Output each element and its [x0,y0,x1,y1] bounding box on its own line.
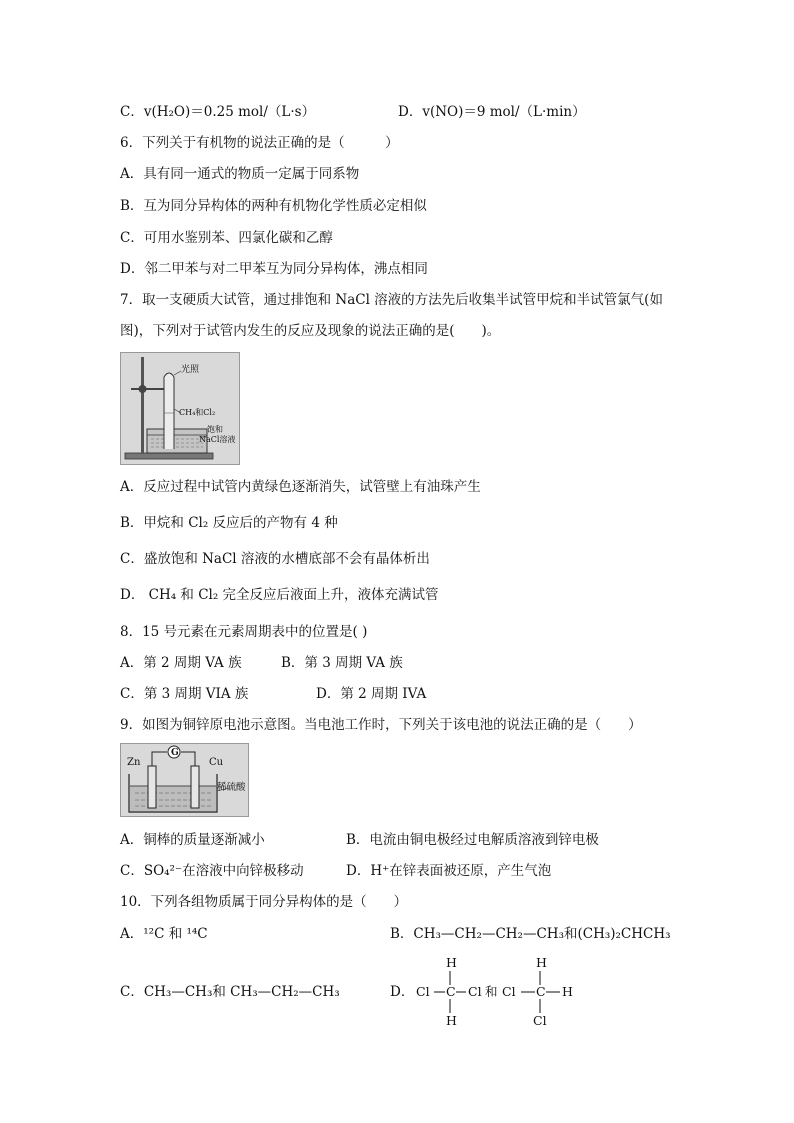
q7-figure-light-label: 光照 [181,365,200,375]
q9-option-c: C．SO₄²⁻在溶液中向锌极移动 [120,863,304,879]
q7-figure [120,352,240,465]
q5-option-c: C．v(H₂O)＝0.25 mol/（L·s） [120,104,316,120]
q9-figure [120,743,249,817]
q7-stem-line1: 7．取一支硬质大试管，通过排饱和 NaCl 溶液的方法先后收集半试管甲烷和半试管氯气(如 [120,292,663,308]
q7-figure-gas-label: CH₄和Cl₂ [179,408,216,417]
q6-stem: 6．下列关于有机物的说法正确的是（ ） [120,135,399,151]
q10-option-d-prefix: D． [390,984,415,1000]
q9-option-a: A．铜棒的质量逐渐减小 [120,832,265,848]
q7-option-a: A．反应过程中试管内黄绿色逐渐消失，试管壁上有油珠产生 [120,479,481,495]
q9-stem: 9．如图为铜锌原电池示意图。当电池工作时，下列关于该电池的说法正确的是（ ） [120,717,642,733]
mol1-h-top: H [446,955,457,970]
q7-figure-solution-label-1: 饱和 [207,425,223,434]
q9-figure-zn-label: Zn [127,757,141,768]
q9-figure-acid-label: 稀硫酸 [217,782,246,793]
q10-option-a: A．¹²C 和 ¹⁴C [120,926,208,942]
mol2-c-center: C [536,984,546,999]
q9-option-b: B．电流由铜电极经过电解质溶液到锌电极 [346,832,599,848]
q6-option-b: B．互为同分异构体的两种有机物化学性质必定相似 [120,198,427,214]
q8-option-b: B．第 3 周期 VA 族 [281,655,403,671]
mol2-cl-left: Cl [502,984,516,999]
mol1-cl-left: Cl [416,984,430,999]
mol1-c-center: C [446,984,456,999]
q8-option-c: C．第 3 周期 VIA 族 [120,686,249,702]
q10-option-d [390,952,590,1030]
q6-option-a: A．具有同一通式的物质一定属于同系物 [120,166,360,182]
q9-option-d: D．H⁺在锌表面被还原，产生气泡 [346,863,552,879]
q6-option-c: C．可用水鉴别苯、四氯化碳和乙醇 [120,230,333,246]
q10-option-b: B．CH₃—CH₂—CH₂—CH₃和(CH₃)₂CHCH₃ [390,926,671,942]
q9-figure-g-label: G [171,748,179,758]
q9-cell-drawing [121,744,248,816]
q10-stem: 10．下列各组物质属于同分异构体的是（ ） [120,894,408,910]
q8-option-d: D．第 2 周期 IVA [316,686,427,702]
q5-option-d: D．v(NO)＝9 mol/（L·min） [398,104,586,120]
mol2-h-top: H [536,955,547,970]
q7-stem-line2: 图)，下列对于试管内发生的反应及现象的说法正确的是( )。 [120,323,501,339]
mol2-cl-bottom: Cl [533,1013,547,1028]
mol1-h-bottom: H [446,1013,457,1028]
and-label: 和 [485,984,498,999]
q6-option-d: D．邻二甲苯与对二甲苯互为同分异构体，沸点相同 [120,261,428,277]
mol1-cl-right: Cl [468,984,482,999]
mol2-h-right: H [562,984,573,999]
q9-figure-cu-label: Cu [209,757,224,768]
q7-option-d: D． CH₄ 和 Cl₂ 完全反应后液面上升，液体充满试管 [120,587,439,603]
q7-option-b: B．甲烷和 Cl₂ 反应后的产物有 4 种 [120,515,338,531]
q7-figure-solution-label-2: NaCl溶液 [199,435,236,444]
q7-option-c: C．盛放饱和 NaCl 溶液的水槽底部不会有晶体析出 [120,551,430,567]
q8-stem: 8．15 号元素在元素周期表中的位置是( ) [120,624,368,640]
q10-option-c: C．CH₃—CH₃和 CH₃—CH₂—CH₃ [120,984,340,1000]
q8-option-a: A．第 2 周期 VA 族 [120,655,242,671]
